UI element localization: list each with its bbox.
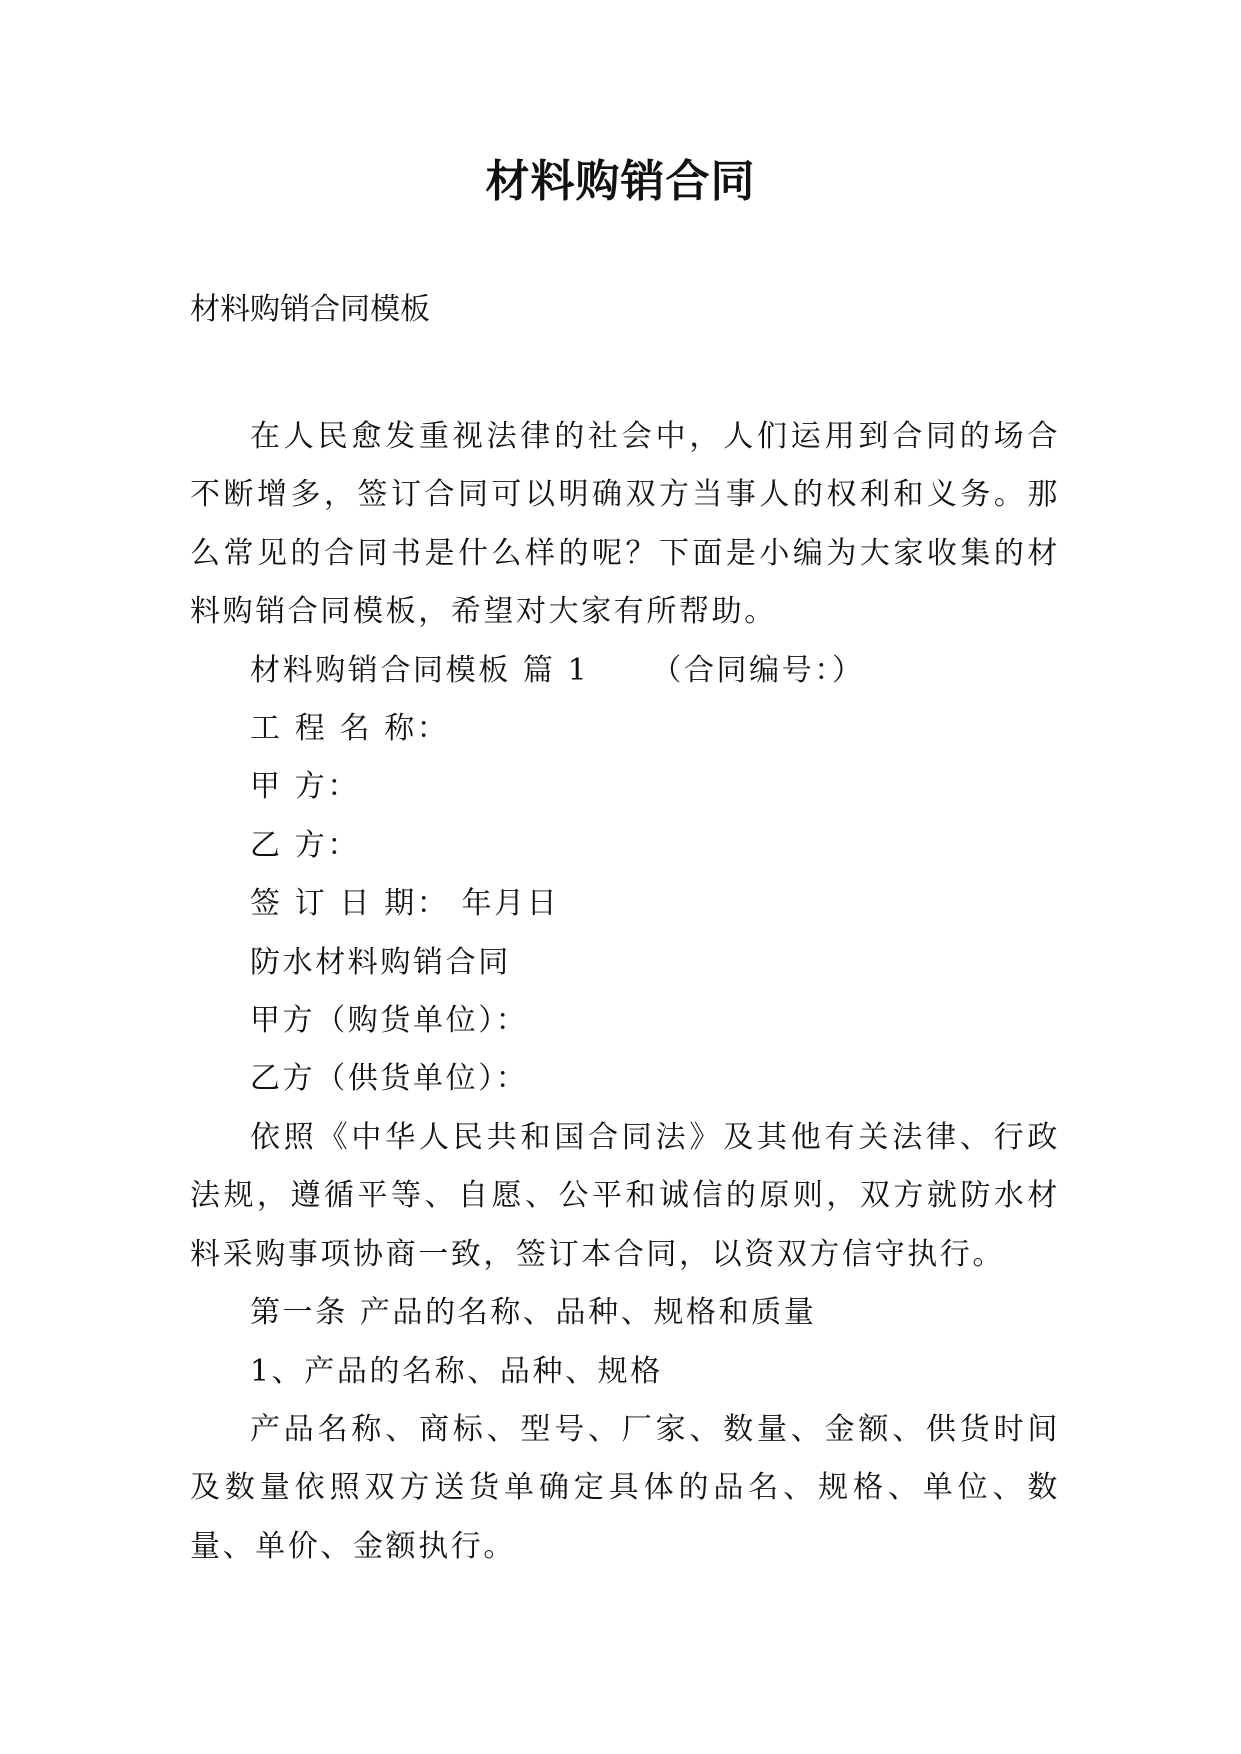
- party-a-label: 甲 方：: [250, 769, 360, 805]
- sign-date-value: 年月日: [461, 886, 560, 922]
- preamble-paragraph: 依照《中华人民共和国合同法》及其他有关法律、行政法规，遵循平等、自愿、公平和诚信的原则，双方就防水材料采购事项协商一致，签订本合同，以资双方信守执行。: [190, 1119, 1060, 1272]
- article-1-heading: 第一条 产品的名称、品种、规格和质量: [250, 1295, 817, 1331]
- document-subtitle: 材料购销合同模板: [190, 292, 430, 327]
- clause-1-paragraph: 产品名称、商标、型号、厂家、数量、金额、供货时间及数量依照双方送货单确定具体的品名、规格、单位、数量、单价、金额执行。: [190, 1411, 1060, 1564]
- project-name-label: 工 程 名 称：: [250, 711, 450, 747]
- document-body: [190, 408, 1060, 1576]
- document-title: 材料购销合同: [485, 156, 756, 207]
- sign-date-label: 签 订 日 期：: [250, 886, 450, 922]
- section-heading-line: [190, 642, 1060, 700]
- sign-date-line: [190, 875, 1060, 933]
- party-b-label: 乙 方：: [250, 827, 360, 863]
- intro-paragraph: 在人民愈发重视法律的社会中，人们运用到合同的场合不断增多，签订合同可以明确双方当事人的权利和义务。那么常见的合同书是什么样的呢？下面是小编为大家收集的材料购销合同模板，希望对大家有所帮助。: [190, 419, 1060, 630]
- party-b-supplier-label: 乙方（供货单位）：: [250, 1061, 529, 1097]
- clause-1-heading: 1、产品的名称、品种、规格: [250, 1353, 663, 1389]
- party-a-buyer-label: 甲方（购货单位）：: [250, 1003, 529, 1039]
- contract-number: （合同编号：）: [651, 652, 865, 688]
- section-heading: 材料购销合同模板 篇 1: [250, 652, 590, 688]
- contract-title: 防水材料购销合同: [250, 944, 511, 980]
